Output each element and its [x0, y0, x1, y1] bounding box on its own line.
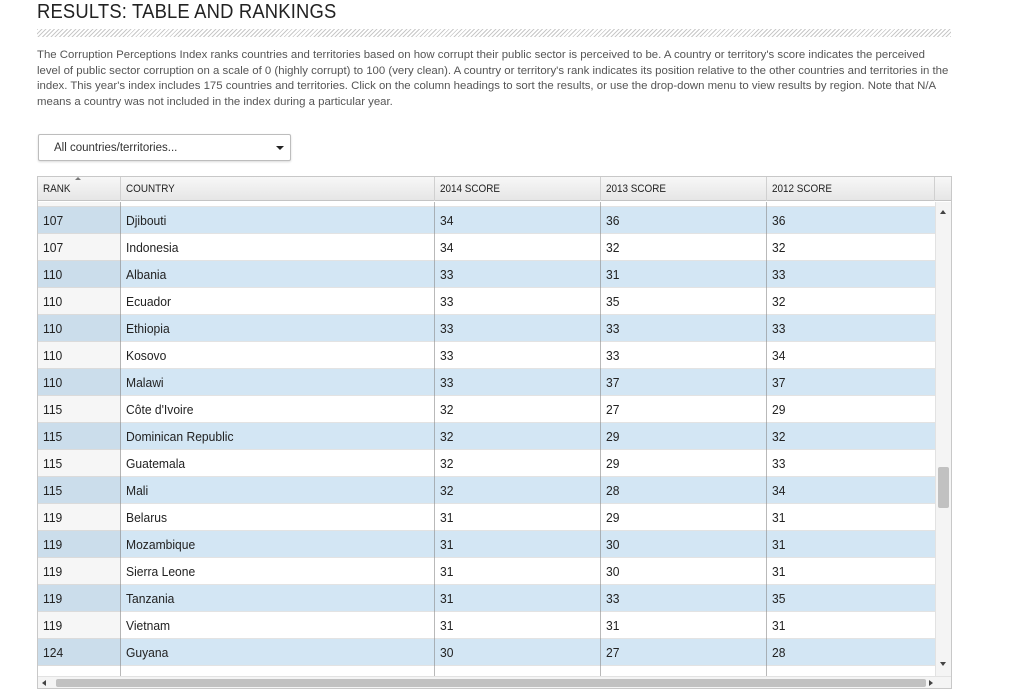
region-filter-select[interactable] — [38, 134, 291, 161]
score-2014-cell: 31 — [440, 618, 454, 633]
score-2014-cell: 31 — [440, 564, 454, 579]
country-cell: Djibouti — [126, 213, 167, 228]
rank-cell: 119 — [38, 585, 121, 612]
score-2012-cell: 28 — [772, 645, 786, 660]
score-2013-cell: 33 — [606, 348, 620, 363]
score-2013-cell: 30 — [606, 537, 620, 552]
rank-cell: 119 — [38, 612, 121, 639]
arrow-down-icon[interactable] — [940, 662, 946, 666]
column-divider — [120, 202, 121, 676]
column-divider — [600, 202, 601, 676]
country-cell: Dominican Republic — [126, 429, 234, 444]
score-2014-cell: 31 — [440, 537, 454, 552]
table-row[interactable] — [38, 396, 935, 423]
rank-cell: 107 — [38, 234, 121, 261]
score-2013-cell: 29 — [606, 429, 620, 444]
score-2013-cell: 29 — [606, 456, 620, 471]
score-2014-cell: 34 — [440, 240, 454, 255]
horizontal-scrollbar[interactable] — [38, 676, 951, 688]
score-2012-cell: 37 — [772, 375, 786, 390]
score-2014-cell: 30 — [440, 645, 454, 660]
country-cell: Vietnam — [126, 618, 171, 633]
vertical-scroll-thumb[interactable] — [938, 467, 949, 508]
table-body[interactable] — [38, 202, 935, 676]
rank-cell: 119 — [38, 558, 121, 585]
score-2014-cell: 32 — [440, 429, 454, 444]
rank-cell: 110 — [38, 342, 121, 369]
country-cell: Albania — [126, 267, 167, 282]
score-2014-cell: 33 — [440, 294, 454, 309]
table-row[interactable] — [38, 477, 935, 504]
column-divider — [766, 202, 767, 676]
country-cell: Ecuador — [126, 294, 172, 309]
score-2012-cell: 32 — [772, 240, 786, 255]
rank-cell: 107 — [38, 207, 121, 234]
score-2013-cell: 37 — [606, 375, 620, 390]
country-cell: Malawi — [126, 375, 164, 390]
caret-down-icon — [276, 146, 284, 150]
score-2013-cell: 33 — [606, 591, 620, 606]
country-cell: Mali — [126, 483, 149, 498]
page-title: RESULTS: TABLE AND RANKINGS — [37, 1, 337, 23]
score-2014-cell: 33 — [440, 321, 454, 336]
score-2012-cell: 35 — [772, 591, 786, 606]
table-row[interactable] — [38, 504, 935, 531]
horizontal-scroll-thumb[interactable] — [56, 679, 926, 687]
results-table — [37, 176, 952, 689]
country-cell: Belarus — [126, 510, 167, 525]
score-2014-cell: 31 — [440, 591, 454, 606]
score-2012-cell: 31 — [772, 564, 786, 579]
column-divider — [434, 202, 435, 676]
country-cell: Kosovo — [126, 348, 167, 363]
score-2014-cell: 32 — [440, 402, 454, 417]
column-header-2014-score[interactable]: 2014 SCORE — [435, 177, 601, 201]
score-2012-cell: 33 — [772, 267, 786, 282]
arrow-right-icon[interactable] — [929, 680, 933, 686]
rank-cell: 115 — [38, 423, 121, 450]
score-2014-cell: 32 — [440, 483, 454, 498]
score-2013-cell: 32 — [606, 240, 620, 255]
rank-cell: 110 — [38, 315, 121, 342]
table-row[interactable] — [38, 450, 935, 477]
column-header-2013-score[interactable]: 2013 SCORE — [601, 177, 767, 201]
score-2013-cell: 35 — [606, 294, 620, 309]
table-row[interactable] — [38, 639, 935, 666]
country-cell: Guatemala — [126, 456, 186, 471]
score-2014-cell: 33 — [440, 348, 454, 363]
country-cell: Guyana — [126, 645, 169, 660]
table-row[interactable] — [38, 531, 935, 558]
table-row[interactable] — [38, 342, 935, 369]
score-2012-cell: 31 — [772, 537, 786, 552]
table-row[interactable] — [38, 288, 935, 315]
rank-cell: 110 — [38, 261, 121, 288]
table-row[interactable] — [38, 423, 935, 450]
rank-cell: 110 — [38, 288, 121, 315]
rank-cell: 115 — [38, 396, 121, 423]
score-2014-cell: 32 — [440, 456, 454, 471]
rank-cell: 110 — [38, 369, 121, 396]
score-2013-cell: 29 — [606, 510, 620, 525]
table-row[interactable] — [38, 234, 935, 261]
score-2012-cell: 32 — [772, 429, 786, 444]
table-row[interactable] — [38, 315, 935, 342]
score-2014-cell: 33 — [440, 375, 454, 390]
score-2014-cell: 33 — [440, 267, 454, 282]
score-2013-cell: 31 — [606, 618, 620, 633]
country-cell: Indonesia — [126, 240, 179, 255]
score-2012-cell: 32 — [772, 294, 786, 309]
score-2013-cell: 31 — [606, 267, 620, 282]
country-cell: Tanzania — [126, 591, 175, 606]
vertical-scrollbar[interactable] — [935, 202, 951, 676]
column-header-2012-score[interactable]: 2012 SCORE — [767, 177, 935, 201]
table-row[interactable] — [38, 207, 935, 234]
country-cell: Ethiopia — [126, 321, 170, 336]
arrow-left-icon[interactable] — [42, 680, 46, 686]
rank-cell: 115 — [38, 477, 121, 504]
region-filter-value: All countries/territories... — [54, 142, 178, 154]
table-row[interactable] — [38, 369, 935, 396]
rank-cell: 119 — [38, 531, 121, 558]
score-2012-cell: 31 — [772, 510, 786, 525]
rank-cell: 124 — [38, 639, 121, 666]
score-2014-cell: 31 — [440, 510, 454, 525]
column-header-country[interactable]: COUNTRY — [121, 177, 435, 201]
score-2013-cell: 33 — [606, 321, 620, 336]
score-2014-cell: 34 — [440, 213, 454, 228]
score-2012-cell: 36 — [772, 213, 786, 228]
score-2012-cell: 29 — [772, 402, 786, 417]
score-2013-cell: 27 — [606, 402, 620, 417]
country-cell: Sierra Leone — [126, 564, 196, 579]
column-header-rank[interactable]: RANK — [38, 177, 121, 201]
rank-cell: 119 — [38, 504, 121, 531]
intro-paragraph: The Corruption Perceptions Index ranks countries and territories based on how corrupt their public sector is perceived to be. A country or territory's score indicates the perceived level of public sector corruption on a scale of 0 (highly corrupt) to 100 (very clean). A country or territory's rank indicates its position relative to the other countries and territories in the index. This year's index includes 175 countries and territories. Click on the column headings to sort the results, or use the drop-down menu to view results by region. Note that N/A means a country was not included in the index during a particular year. — [37, 49, 949, 108]
score-2013-cell: 28 — [606, 483, 620, 498]
table-row[interactable] — [38, 261, 935, 288]
table-row[interactable] — [38, 558, 935, 585]
arrow-up-icon[interactable] — [940, 210, 946, 214]
country-cell: Côte d'Ivoire — [126, 402, 194, 417]
score-2013-cell: 27 — [606, 645, 620, 660]
score-2012-cell: 34 — [772, 348, 786, 363]
title-underline-pattern — [37, 29, 951, 37]
score-2012-cell: 31 — [772, 618, 786, 633]
rank-cell: 115 — [38, 450, 121, 477]
score-2012-cell: 33 — [772, 321, 786, 336]
sort-ascending-icon — [75, 177, 81, 180]
table-header — [38, 177, 951, 201]
score-2013-cell: 30 — [606, 564, 620, 579]
country-cell: Mozambique — [126, 537, 196, 552]
score-2012-cell: 33 — [772, 456, 786, 471]
table-row[interactable] — [38, 612, 935, 639]
table-row[interactable] — [38, 585, 935, 612]
score-2013-cell: 36 — [606, 213, 620, 228]
score-2012-cell: 34 — [772, 483, 786, 498]
